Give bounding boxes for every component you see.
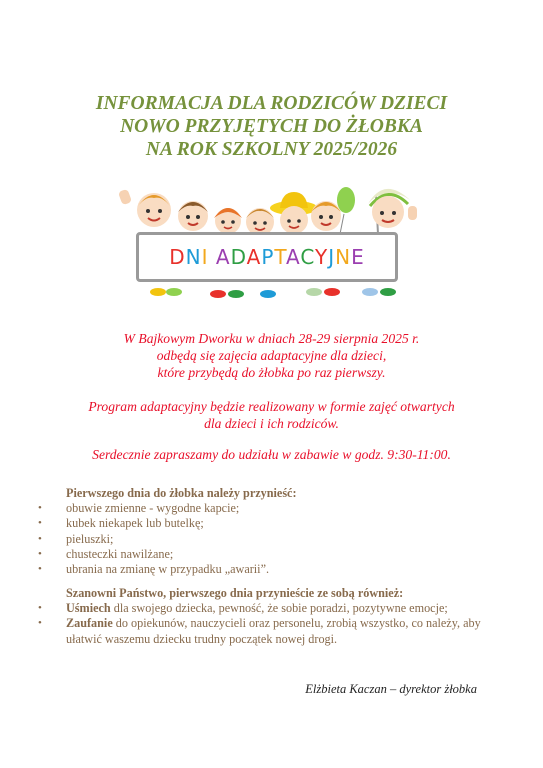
kid-7-icon <box>368 189 417 228</box>
banner-letter: I <box>201 245 209 269</box>
list-item-bold: Uśmiech <box>66 601 111 616</box>
list-item <box>36 562 506 577</box>
bring-heading: Szanowni Państwo, pierwszego dnia przynieście ze sobą również: <box>66 586 404 600</box>
intro-paragraph-3 <box>0 446 543 463</box>
list-item-text: obuwie zmienne - wygodne kapcie; <box>66 501 240 516</box>
feet-icon <box>150 288 396 298</box>
banner-letter: T <box>274 245 287 269</box>
kid-1-icon <box>118 189 171 227</box>
banner-letter: P <box>261 245 275 269</box>
signature: Elżbieta Kaczan – dyrektor żłobka <box>305 682 477 696</box>
intro-line: odbędą się zajęcia adaptacyjne dla dzieci, <box>156 348 387 363</box>
bullet-icon: • <box>38 502 42 515</box>
list-item-text: do opiekunów, nauczycieli oraz personelu, zrobią wszystko, co należy, aby ułatwić waszemu dziecku trudny początek nowej drogi. <box>66 616 481 646</box>
items-to-bring-section <box>36 486 506 577</box>
list-item <box>36 516 506 531</box>
bullet-icon: • <box>38 517 42 530</box>
title-line-2: NOWO PRZYJĘTYCH DO ŻŁOBKA <box>120 116 423 137</box>
intro-line: Program adaptacyjny będzie realizowany w formie zajęć otwartych <box>88 399 455 414</box>
list-item <box>36 601 506 616</box>
banner-letter: J <box>328 245 336 269</box>
bullet-icon: • <box>38 602 42 615</box>
document-title <box>0 92 543 161</box>
bullet-icon: • <box>38 547 42 560</box>
list-item <box>36 501 506 516</box>
title-line-1: INFORMACJA DLA RODZICÓW DZIECI <box>95 93 448 114</box>
intro-line: Serdecznie zapraszamy do udziału w zabawie w godz. 9:30-11:00. <box>92 447 451 462</box>
intro-line: W Bajkowym Dworku w dniach 28-29 sierpnia 2025 r. <box>123 331 420 346</box>
list-item-text: kubek niekapek lub butelkę; <box>66 516 204 531</box>
bring-yourself-section <box>36 586 506 647</box>
banner-letter: A <box>215 245 231 269</box>
bullet-icon: • <box>38 617 42 630</box>
list-item-text: dla swojego dziecka, pewność, że sobie poradzi, pozytywne emocje; <box>110 601 448 616</box>
list-item <box>36 547 506 562</box>
banner-letter <box>209 245 216 269</box>
banner-letter: D <box>230 245 247 269</box>
kid-6-icon <box>311 201 341 231</box>
intro-line: które przybędą do żłobka po raz pierwszy. <box>157 365 386 380</box>
dni-adaptacyjne-illustration <box>118 176 432 304</box>
banner-letter: N <box>185 245 202 269</box>
banner-letter: N <box>335 245 352 269</box>
dni-adaptacyjne-text <box>139 235 395 279</box>
intro-paragraph-2 <box>0 398 543 432</box>
kid-5-icon <box>270 192 318 234</box>
list-item-text: ubrania na zmianę w przypadku „awarii”. <box>66 562 270 577</box>
list-item-text: pieluszki; <box>66 531 114 546</box>
title-line-3: NA ROK SZKOLNY 2025/2026 <box>145 139 398 160</box>
intro-line: dla dzieci i ich rodziców. <box>204 416 339 431</box>
banner-letter: Y <box>315 245 329 269</box>
kid-2-icon <box>178 201 208 231</box>
banner-letter: C <box>300 245 316 269</box>
list-item <box>36 616 506 646</box>
intro-paragraph-1 <box>0 330 543 381</box>
list-item <box>36 532 506 547</box>
bring-list <box>36 601 506 647</box>
banner-letter: E <box>351 245 365 269</box>
items-heading: Pierwszego dnia do żłobka należy przynieść: <box>66 486 297 500</box>
list-item-text: chusteczki nawilżane; <box>66 546 174 561</box>
bullet-icon: • <box>38 563 42 576</box>
list-item-bold: Zaufanie <box>66 616 113 631</box>
balloon-icon <box>337 187 355 213</box>
banner-letter: A <box>286 245 301 269</box>
banner-letter: A <box>246 245 262 269</box>
kid-3-icon <box>214 208 242 234</box>
items-list <box>36 501 506 577</box>
dni-adaptacyjne-sign <box>136 232 398 282</box>
banner-letter: D <box>169 245 186 269</box>
bullet-icon: • <box>38 532 42 545</box>
